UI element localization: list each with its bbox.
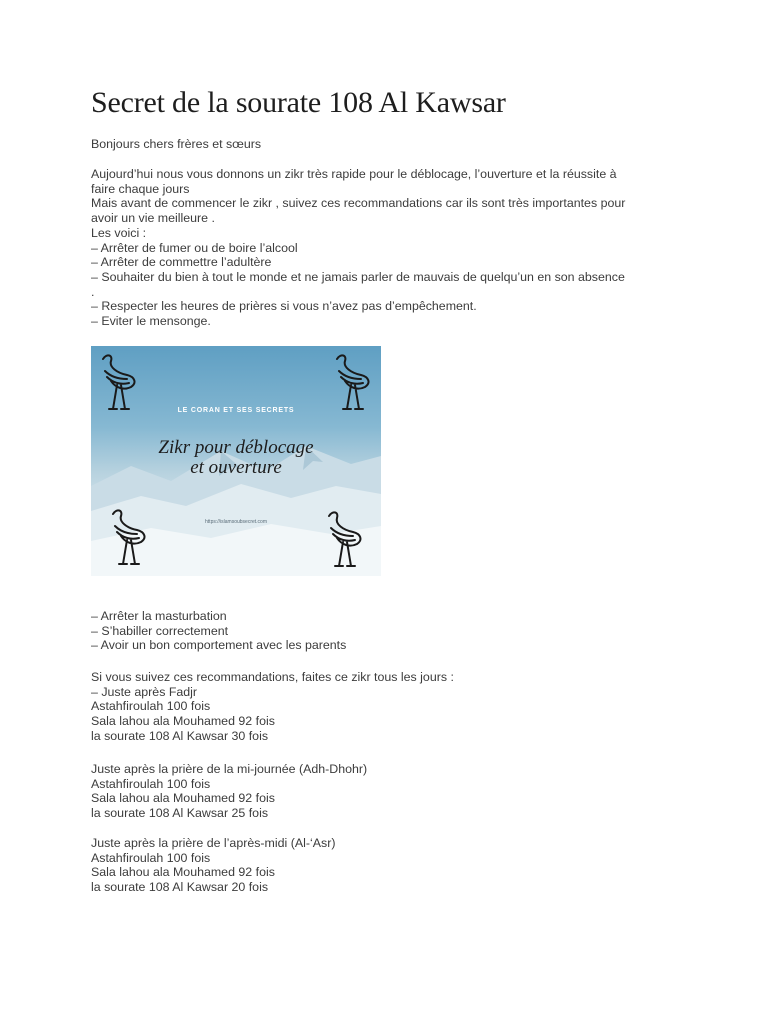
dhohr-section xyxy=(91,762,367,821)
recommendation-item: – S’habiller correctement xyxy=(91,623,229,638)
recommendation-item: – Souhaiter du bien à tout le monde et ne jamais parler de mauvais de quelqu’un en son absence xyxy=(91,269,625,284)
intro-line: avoir un vie meilleure . xyxy=(91,211,215,226)
calligraphy-bird-icon xyxy=(107,506,151,568)
recommendation-item: – Respecter les heures de prières si vous n’avez pas d’empêchement. xyxy=(91,299,477,314)
poster-title xyxy=(91,438,381,478)
zikr-line: Sala lahou ala Mouhamed 92 fois xyxy=(91,791,275,806)
intro-line: Mais avant de commencer le zikr , suivez ces recommandations car ils sont très importantes pour xyxy=(91,196,626,211)
recommendation-item: – Eviter le mensonge. xyxy=(91,314,211,329)
zikr-line: Astahfiroulah 100 fois xyxy=(91,850,211,865)
recommendation-item: – Avoir un bon comportement avec les parents xyxy=(91,638,347,653)
poster-title-line: et ouverture xyxy=(190,457,282,478)
calligraphy-bird-icon xyxy=(97,351,141,413)
zikr-poster-image xyxy=(91,346,381,576)
poster-title-line: Zikr pour déblocage xyxy=(158,437,314,458)
fadjr-section xyxy=(91,670,454,744)
recommendation-item: . xyxy=(91,284,95,299)
intro-line: Les voici : xyxy=(91,225,147,240)
poster-kicker: LE CORAN ET SES SECRETS xyxy=(177,407,295,414)
zikr-line: Sala lahou ala Mouhamed 92 fois xyxy=(91,714,275,729)
asr-section xyxy=(91,836,335,895)
zikr-line: la sourate 108 Al Kawsar 25 fois xyxy=(91,806,269,821)
zikr-line: Astahfiroulah 100 fois xyxy=(91,699,211,714)
calligraphy-bird-icon xyxy=(323,508,367,570)
section-heading: Juste après la prière de la mi-journée (Adh-Dhohr) xyxy=(91,762,368,776)
intro-paragraph xyxy=(91,167,625,329)
zikr-line: Sala lahou ala Mouhamed 92 fois xyxy=(91,865,275,880)
recommendations-list xyxy=(91,609,346,653)
recommendation-item: – Arrêter de commettre l’adultère xyxy=(91,255,272,270)
section-heading: – Juste après Fadjr xyxy=(91,684,198,699)
greeting xyxy=(91,137,261,152)
intro-line: faire chaque jours xyxy=(91,181,190,196)
zikr-line: Astahfiroulah 100 fois xyxy=(91,776,211,791)
section-intro: Si vous suivez ces recommandations, faites ce zikr tous les jours : xyxy=(91,670,454,684)
calligraphy-bird-icon xyxy=(331,351,375,413)
page-title: Secret de la sourate 108 Al Kawsar xyxy=(91,86,506,119)
greeting-text: Bonjours chers frères et sœurs xyxy=(91,137,262,151)
intro-line: Aujourd’hui nous vous donnons un zikr très rapide pour le déblocage, l’ouverture et la réussite à xyxy=(91,167,617,181)
section-heading: Juste après la prière de l’après-midi (Al-‘Asr) xyxy=(91,836,336,850)
poster-url: https://islamsoubsecret.com xyxy=(205,519,267,525)
zikr-line: la sourate 108 Al Kawsar 30 fois xyxy=(91,728,269,743)
recommendation-item: – Arrêter la masturbation xyxy=(91,609,227,623)
zikr-line: la sourate 108 Al Kawsar 20 fois xyxy=(91,880,269,895)
recommendation-item: – Arrêter de fumer ou de boire l’alcool xyxy=(91,240,298,255)
